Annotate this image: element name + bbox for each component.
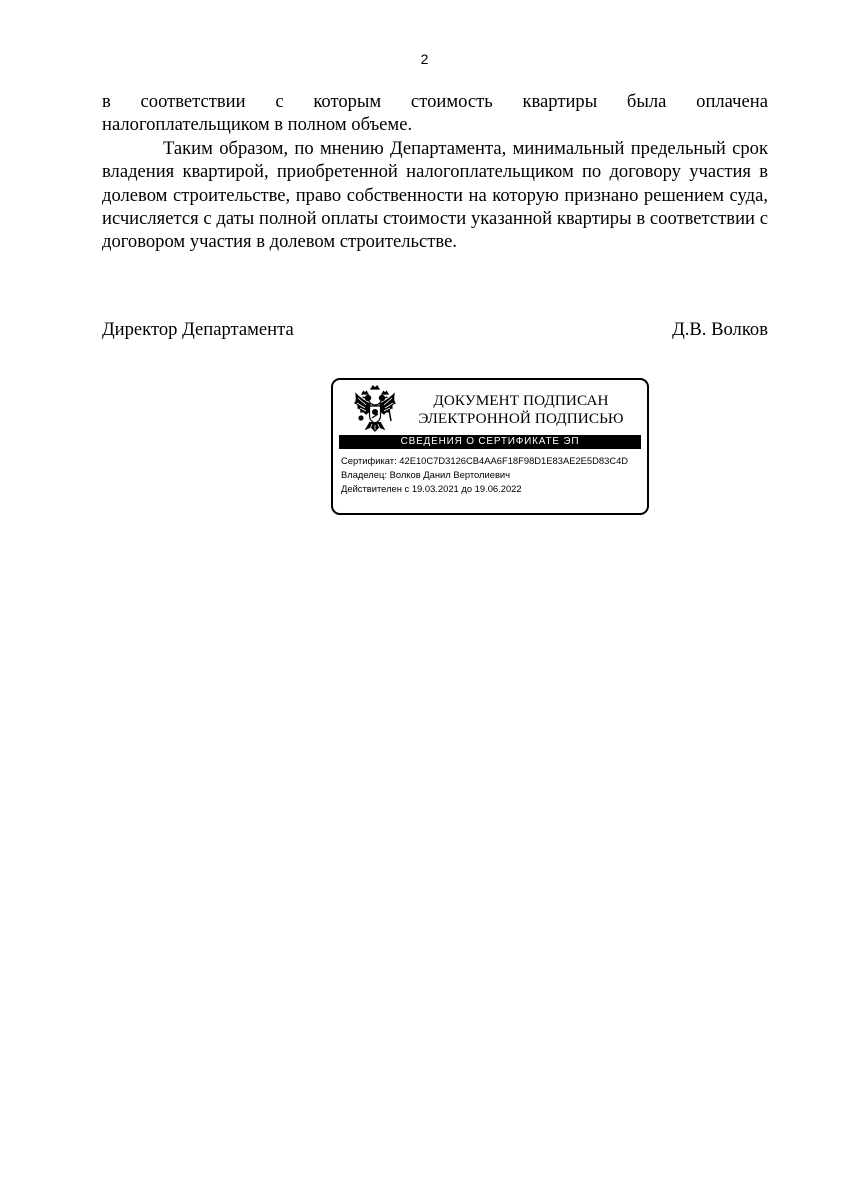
- signatory-name: Д.В. Волков: [672, 319, 768, 340]
- coat-of-arms-icon: [353, 385, 397, 433]
- page-number: 2: [420, 51, 429, 67]
- paragraph-conclusion: Таким образом, по мнению Департамента, минимальный предельный срок владения квартирой, приобретенной налогоплательщиком по договору участия в долевом строительстве, право собственности на которую признано решением суда, исчисляется с даты полной оплаты стоимости указанной квартиры в соответствии с договором участия в долевом строительстве.: [102, 137, 768, 253]
- certificate-owner: Владелец: Волков Данил Вертолиевич: [341, 469, 511, 480]
- signatory-position: Директор Департамента: [102, 319, 294, 340]
- certificate-validity: Действителен с 19.03.2021 до 19.06.2022: [341, 483, 522, 494]
- stamp-title: [401, 392, 641, 428]
- stamp-title-line-2: ЭЛЕКТРОННОЙ ПОДПИСЬЮ: [418, 410, 624, 427]
- stamp-title-line-1: ДОКУМЕНТ ПОДПИСАН: [433, 392, 609, 409]
- electronic-signature-stamp: [331, 378, 649, 515]
- paragraph-continuation: [102, 90, 768, 137]
- paragraph-1-line-2: налогоплательщиком в полном объеме.: [102, 114, 413, 136]
- document-body: [102, 90, 768, 254]
- certificate-number: Сертификат: 42E10C7D3126CB4AA6F18F98D1E83AE2E5D83C4D: [341, 455, 629, 466]
- signature-block: [102, 318, 768, 342]
- certificate-info-bar: СВЕДЕНИЯ О СЕРТИФИКАТЕ ЭП: [339, 435, 641, 449]
- paragraph-1-line-1: в соответствии с которым стоимость квартиры была оплачена: [102, 91, 768, 112]
